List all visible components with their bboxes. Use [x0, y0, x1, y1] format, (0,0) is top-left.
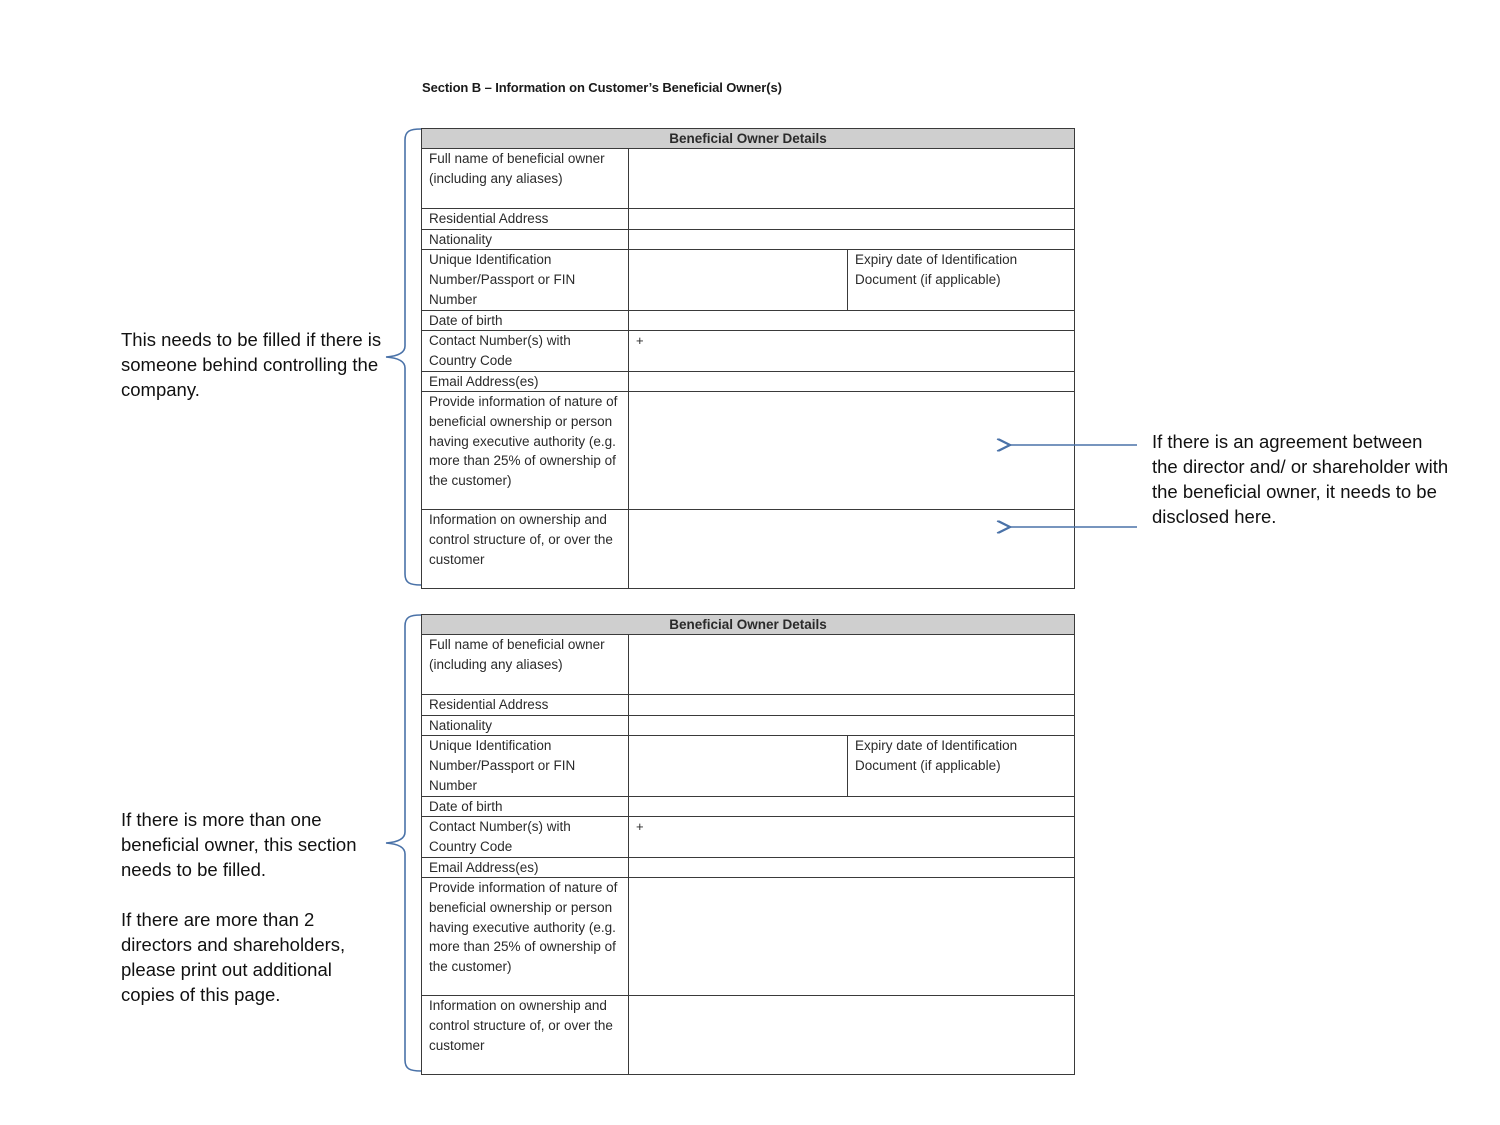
label-ownership-structure: Information on ownership and control structure of, or over the customer	[422, 510, 629, 589]
left-bracket-top	[386, 129, 421, 585]
label-contact-number: Contact Number(s) with Country Code	[422, 331, 629, 371]
label-email: Email Address(es)	[422, 371, 629, 392]
label-unique-id: Unique Identification Number/Passport or FIN Number	[422, 250, 629, 310]
label-date-of-birth: Date of birth	[422, 796, 629, 817]
label-expiry-date: Expiry date of Identification Document (if applicable)	[848, 250, 1075, 310]
label-email: Email Address(es)	[422, 857, 629, 878]
label-nationality: Nationality	[422, 229, 629, 250]
table-header: Beneficial Owner Details	[422, 129, 1075, 149]
label-nationality: Nationality	[422, 715, 629, 736]
label-nature-of-ownership: Provide information of nature of beneficial ownership or person having executive authority (e.g. more than 25% of ownership of the customer)	[422, 392, 629, 510]
label-residential-address: Residential Address	[422, 209, 629, 230]
annotation-print-additional-copies: If there are more than 2 directors and shareholders, please print out additional copies of this page.	[121, 909, 346, 1005]
section-title: Section B – Information on Customer’s Beneficial Owner(s)	[422, 80, 782, 95]
label-residential-address: Residential Address	[422, 695, 629, 716]
label-ownership-structure: Information on ownership and control structure of, or over the customer	[422, 996, 629, 1075]
label-full-name: Full name of beneficial owner (including any aliases)	[422, 635, 629, 695]
country-code-prefix: +	[636, 333, 644, 349]
annotation-agreement-disclosure: If there is an agreement between the director and/ or shareholder with the beneficial owner, it needs to be disclosed here.	[1152, 431, 1449, 527]
table-header: Beneficial Owner Details	[422, 615, 1075, 635]
label-date-of-birth: Date of birth	[422, 310, 629, 331]
country-code-prefix: +	[636, 819, 644, 835]
label-contact-number: Contact Number(s) with Country Code	[422, 817, 629, 857]
label-expiry-date: Expiry date of Identification Document (if applicable)	[848, 736, 1075, 796]
annotation-controlling-person: This needs to be filled if there is someone behind controlling the company.	[121, 329, 382, 400]
annotation-more-than-one-owner: If there is more than one beneficial owner, this section needs to be filled.	[121, 809, 357, 880]
label-full-name: Full name of beneficial owner (including any aliases)	[422, 149, 629, 209]
label-nature-of-ownership: Provide information of nature of beneficial ownership or person having executive authority (e.g. more than 25% of ownership of the customer)	[422, 878, 629, 996]
label-unique-id: Unique Identification Number/Passport or FIN Number	[422, 736, 629, 796]
left-bracket-bottom	[386, 615, 421, 1071]
